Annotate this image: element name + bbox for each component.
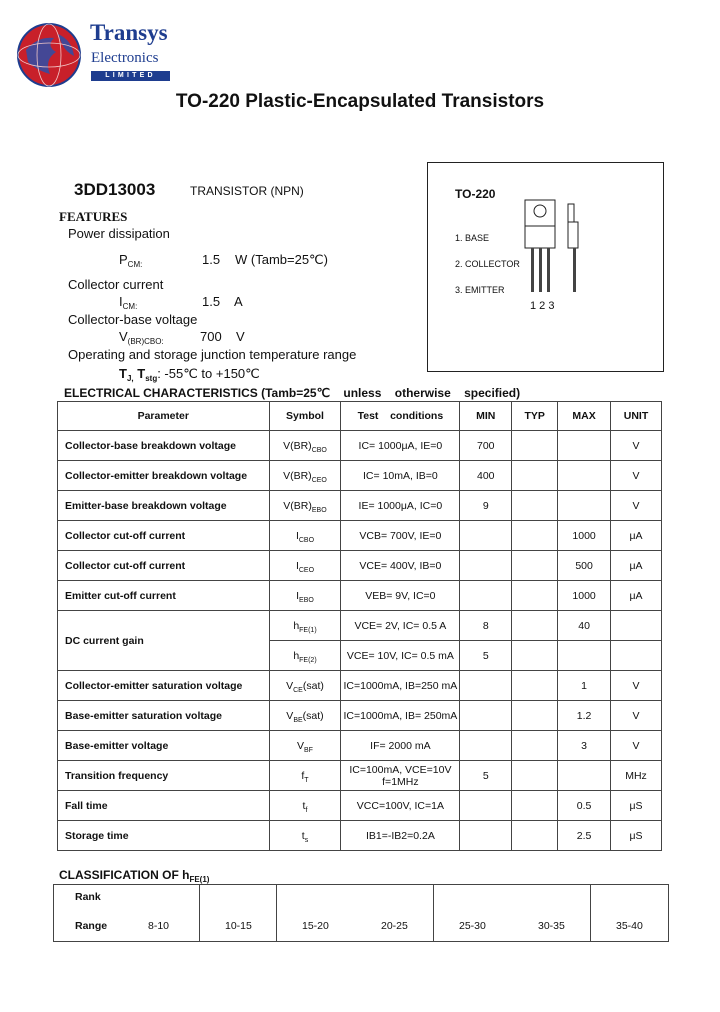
min-cell xyxy=(460,521,512,551)
typ-cell xyxy=(512,731,558,761)
globe-logo-icon xyxy=(16,22,82,88)
unit-cell: μA xyxy=(611,581,662,611)
max-cell: 1 xyxy=(558,671,611,701)
symbol-cell: $I_{CBO}$ xyxy=(269,521,341,551)
table-row xyxy=(58,671,662,701)
table-row xyxy=(58,611,662,641)
max-cell: 1000 xyxy=(558,581,611,611)
divider xyxy=(433,884,434,941)
electrical-table xyxy=(57,401,662,851)
table-row xyxy=(58,551,662,581)
range-value: 10-15 xyxy=(225,920,252,932)
unit-cell: V xyxy=(611,731,662,761)
table-header-row xyxy=(58,402,662,431)
conditions-cell: VEB= 9V, IC=0 xyxy=(341,581,460,611)
param-cell: Fall time xyxy=(58,791,270,821)
range-value: 15-20 xyxy=(302,920,329,932)
param-cell: Emitter cut-off current xyxy=(58,581,270,611)
pin-1-label: 1. BASE xyxy=(455,233,490,243)
min-cell: 400 xyxy=(460,461,512,491)
max-cell xyxy=(558,491,611,521)
param-cell: Emitter-base breakdown voltage xyxy=(58,491,270,521)
min-cell: 5 xyxy=(460,641,512,671)
symbol-cell: $V(BR)_{CBO}$ xyxy=(269,431,341,461)
typ-cell xyxy=(512,791,558,821)
unit-cell: μS xyxy=(611,791,662,821)
min-cell xyxy=(460,791,512,821)
symbol-cell: $V(BR)_{EBO}$ xyxy=(269,491,341,521)
param-cell: DC current gain xyxy=(58,611,270,671)
typ-cell xyxy=(512,761,558,791)
conditions-cell: IC=1000mA, IB= 250mA xyxy=(341,701,460,731)
col-conditions: Test conditions xyxy=(341,402,460,431)
typ-cell xyxy=(512,551,558,581)
param-cell: Storage time xyxy=(58,821,270,851)
range-label: Range xyxy=(75,920,108,932)
max-cell: 3 xyxy=(558,731,611,761)
col-unit: UNIT xyxy=(611,402,662,431)
icm-value: 1.5 xyxy=(202,294,221,309)
vcbo-symbol: $V_{(BR)CBO:}$ xyxy=(119,329,164,346)
pcm-unit: W (Tamb=25℃) xyxy=(235,252,328,267)
power-label: Power dissipation xyxy=(68,226,170,241)
package-title: TO-220 xyxy=(455,187,496,201)
min-cell xyxy=(460,551,512,581)
unit-cell: V xyxy=(611,431,662,461)
symbol-cell: $h_{FE(2)}$ xyxy=(269,641,341,671)
table-row xyxy=(58,761,662,791)
table-row xyxy=(58,431,662,461)
divider xyxy=(590,884,591,941)
conditions-cell: IC= 10mA, IB=0 xyxy=(341,461,460,491)
param-cell: Base-emitter voltage xyxy=(58,731,270,761)
ec-title: ELECTRICAL CHARACTERISTICS (Tamb=25℃ unless otherwise specified) xyxy=(64,386,521,400)
col-min: MIN xyxy=(460,402,512,431)
classification-box xyxy=(53,884,669,942)
conditions-cell: VCB= 700V, IE=0 xyxy=(341,521,460,551)
typ-cell xyxy=(512,461,558,491)
param-cell: Base-emitter saturation voltage xyxy=(58,701,270,731)
temp-range: $T_{J,}$ $T_{stg}$: -55℃ to +150℃ xyxy=(119,366,260,383)
rank-label: Rank xyxy=(75,891,101,903)
pin-2-label: 2. COLLECTOR xyxy=(455,259,520,269)
icm-unit: A xyxy=(234,294,243,309)
max-cell: 0.5 xyxy=(558,791,611,821)
max-cell: 40 xyxy=(558,611,611,641)
param-cell: Transition frequency xyxy=(58,761,270,791)
conditions-cell: IC= 1000μA, IE=0 xyxy=(341,431,460,461)
min-cell: 8 xyxy=(460,611,512,641)
conditions-cell: VCC=100V, IC=1A xyxy=(341,791,460,821)
divider xyxy=(199,884,200,941)
symbol-cell: $h_{FE(1)}$ xyxy=(269,611,341,641)
min-cell xyxy=(460,821,512,851)
unit-cell xyxy=(611,611,662,641)
voltage-label: Collector-base voltage xyxy=(68,312,198,327)
symbol-cell: $V_{BE}(sat)$ xyxy=(269,701,341,731)
symbol-cell: $I_{CEO}$ xyxy=(269,551,341,581)
pin-numbers: 1 2 3 xyxy=(530,300,555,312)
typ-cell xyxy=(512,611,558,641)
max-cell xyxy=(558,641,611,671)
min-cell xyxy=(460,731,512,761)
col-max: MAX xyxy=(558,402,611,431)
table-row xyxy=(58,791,662,821)
table-row xyxy=(58,521,662,551)
table-row xyxy=(58,581,662,611)
symbol-cell: $I_{EBO}$ xyxy=(269,581,341,611)
part-number: 3DD13003 xyxy=(74,180,156,199)
min-cell xyxy=(460,701,512,731)
range-value: 30-35 xyxy=(538,920,565,932)
icm-symbol: $I_{CM:}$ xyxy=(119,294,138,311)
typ-cell xyxy=(512,641,558,671)
max-cell: 2.5 xyxy=(558,821,611,851)
param-cell: Collector-base breakdown voltage xyxy=(58,431,270,461)
unit-cell: μA xyxy=(611,521,662,551)
unit-cell xyxy=(611,641,662,671)
min-cell xyxy=(460,581,512,611)
max-cell xyxy=(558,431,611,461)
typ-cell xyxy=(512,521,558,551)
typ-cell xyxy=(512,491,558,521)
col-symbol: Symbol xyxy=(269,402,341,431)
conditions-cell: VCE= 400V, IB=0 xyxy=(341,551,460,581)
param-cell: Collector-emitter breakdown voltage xyxy=(58,461,270,491)
page-title: TO-220 Plastic-Encapsulated Transistors xyxy=(175,91,545,112)
conditions-cell: VCE= 10V, IC= 0.5 mA xyxy=(341,641,460,671)
conditions-cell: IE= 1000μA, IC=0 xyxy=(341,491,460,521)
typ-cell xyxy=(512,431,558,461)
table-row xyxy=(58,731,662,761)
param-cell: Collector cut-off current xyxy=(58,551,270,581)
conditions-cell: IB1=-IB2=0.2A xyxy=(341,821,460,851)
symbol-cell: $V_{CE}(sat)$ xyxy=(269,671,341,701)
pcm-value: 1.5 xyxy=(202,252,221,267)
range-value: 25-30 xyxy=(459,920,486,932)
unit-cell: V xyxy=(611,701,662,731)
typ-cell xyxy=(512,701,558,731)
max-cell: 500 xyxy=(558,551,611,581)
classification-title: CLASSIFICATION OF $h_{FE(1)}$ xyxy=(59,868,210,884)
brand-name: Transys xyxy=(90,20,168,45)
max-cell: 1000 xyxy=(558,521,611,551)
range-value: 20-25 xyxy=(381,920,408,932)
max-cell: 1.2 xyxy=(558,701,611,731)
min-cell xyxy=(460,671,512,701)
col-typ: TYP xyxy=(512,402,558,431)
typ-cell xyxy=(512,671,558,701)
part-type: TRANSISTOR (NPN) xyxy=(190,184,304,198)
typ-cell xyxy=(512,821,558,851)
min-cell: 700 xyxy=(460,431,512,461)
param-cell: Collector-emitter saturation voltage xyxy=(58,671,270,701)
typ-cell xyxy=(512,581,558,611)
table-row xyxy=(58,491,662,521)
max-cell xyxy=(558,761,611,791)
table-row xyxy=(58,461,662,491)
pin-3-label: 3. EMITTER xyxy=(455,285,505,295)
unit-cell: V xyxy=(611,671,662,701)
col-parameter: Parameter xyxy=(58,402,270,431)
vcbo-unit: V xyxy=(236,329,245,344)
conditions-cell: IF= 2000 mA xyxy=(341,731,460,761)
symbol-cell: $V(BR)_{CEO}$ xyxy=(269,461,341,491)
temp-label: Operating and storage junction temperature range xyxy=(68,347,357,362)
table-row xyxy=(58,701,662,731)
brand-tag: LIMITED xyxy=(91,71,170,81)
param-cell: Collector cut-off current xyxy=(58,521,270,551)
table-row xyxy=(58,821,662,851)
pcm-symbol: $P_{CM:}$ xyxy=(119,252,143,269)
vcbo-value: 700 xyxy=(200,329,222,344)
range-value: 8-10 xyxy=(148,920,170,932)
features-heading: FEATURES xyxy=(59,209,128,224)
to220-package-icon xyxy=(522,198,588,296)
divider xyxy=(276,884,277,941)
min-cell: 9 xyxy=(460,491,512,521)
conditions-cell: VCE= 2V, IC= 0.5 A xyxy=(341,611,460,641)
min-cell: 5 xyxy=(460,761,512,791)
conditions-cell: IC=1000mA, IB=250 mA xyxy=(341,671,460,701)
unit-cell: V xyxy=(611,491,662,521)
symbol-cell: $f_T$ xyxy=(269,761,341,791)
unit-cell: MHz xyxy=(611,761,662,791)
symbol-cell: $V_{BF}$ xyxy=(269,731,341,761)
brand-sub: Electronics xyxy=(91,50,159,66)
max-cell xyxy=(558,461,611,491)
symbol-cell: $t_f$ xyxy=(269,791,341,821)
unit-cell: μA xyxy=(611,551,662,581)
unit-cell: V xyxy=(611,461,662,491)
conditions-cell: IC=100mA, VCE=10V f=1MHz xyxy=(341,761,460,791)
symbol-cell: $t_s$ xyxy=(269,821,341,851)
current-label: Collector current xyxy=(68,277,164,292)
unit-cell: μS xyxy=(611,821,662,851)
range-value: 35-40 xyxy=(616,920,643,932)
